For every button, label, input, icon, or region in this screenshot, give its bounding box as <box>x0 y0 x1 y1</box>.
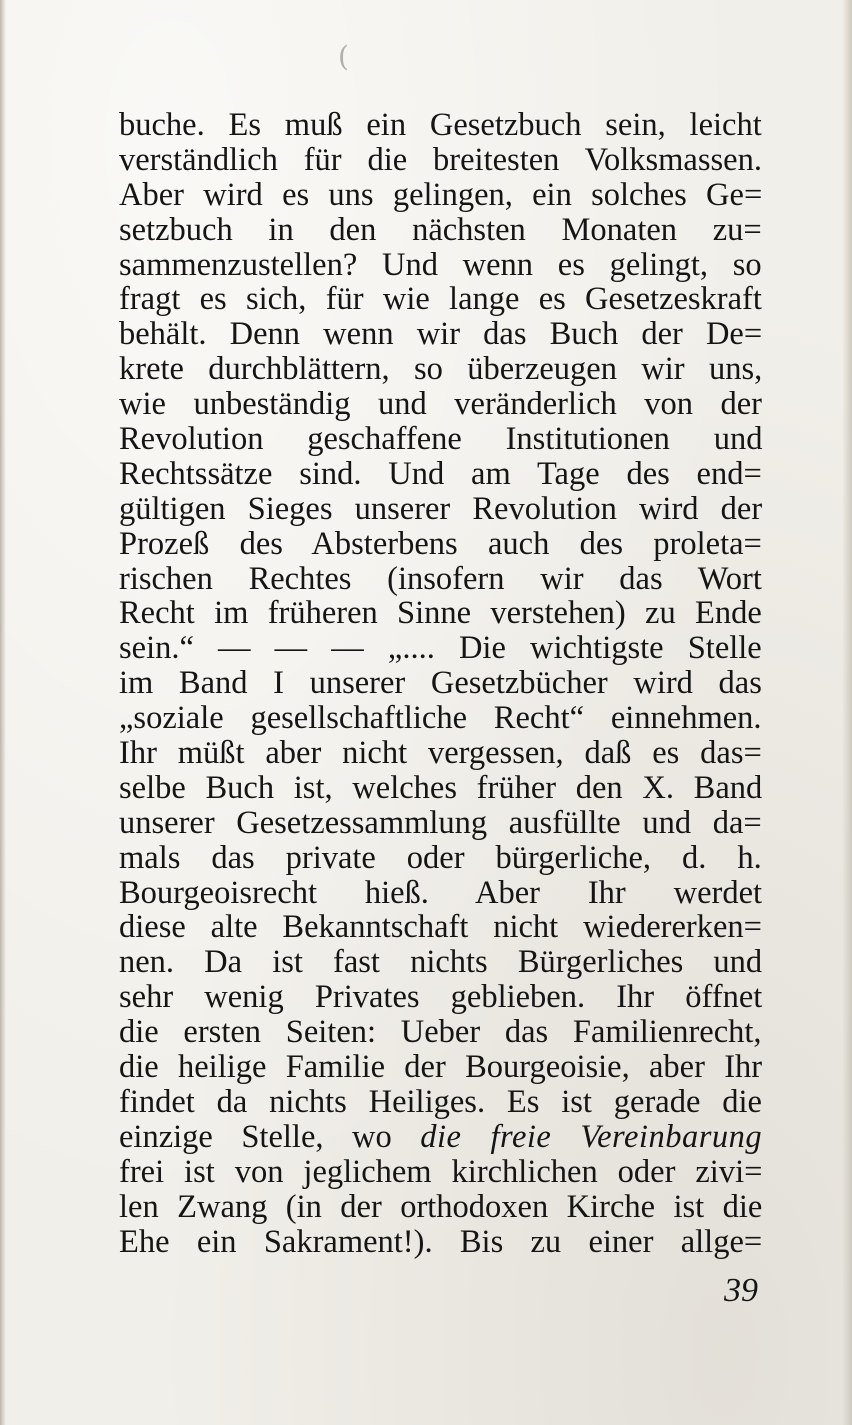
page-number: 39 <box>724 1272 758 1309</box>
text-line: krete durchblättern, so überzeugen wir uns, <box>119 351 763 388</box>
text-line: sein.“ — — — „.... Die wichtigste Stelle <box>119 630 762 667</box>
emphasized-phrase: die freie Vereinbarung <box>420 1118 763 1155</box>
text-line: diese alte Bekanntschaft nicht wiedererken= <box>119 909 763 946</box>
text-line: fragt es sich, für wie lange es Gesetzeskraft <box>119 281 762 318</box>
text-line: len Zwang (in der orthodoxen Kirche ist die <box>119 1188 763 1225</box>
text-line <box>119 1120 762 1155</box>
text-line: findet da nichts Heiliges. Es ist gerade die <box>119 1083 762 1120</box>
text-line: Ihr müßt aber nicht vergessen, daß es das= <box>119 735 762 772</box>
text-line: mals das private oder bürgerliche, d. h. <box>119 839 762 876</box>
text-line: die heilige Familie der Bourgeoisie, aber Ihr <box>119 1049 763 1086</box>
text-line: Revolution geschaffene Institutionen und <box>119 421 763 458</box>
text-line: behält. Denn wenn wir das Buch der De= <box>119 316 763 353</box>
text-line: setzbuch in den nächsten Monaten zu= <box>119 211 762 248</box>
body-text <box>119 108 762 1259</box>
page-right-edge-shadow <box>842 0 852 1425</box>
text-line: buche. Es muß ein Gesetzbuch sein, leicht <box>119 107 762 143</box>
text-line: wie unbeständig und veränderlich von der <box>119 386 763 423</box>
text-line: Aber wird es uns gelingen, ein solches Ge= <box>119 176 763 213</box>
text-line: sammenzustellen? Und wenn es gelingt, so <box>119 246 762 283</box>
text-line: „soziale gesellschaftliche Recht“ einnehmen. <box>119 700 762 737</box>
text-line: im Band I unserer Gesetzbücher wird das <box>119 665 762 702</box>
text-line: nen. Da ist fast nichts Bürgerliches und <box>119 944 763 981</box>
text-line: Ehe ein Sakrament!). Bis zu einer allge= <box>119 1223 763 1260</box>
text-line: Prozeß des Absterbens auch des proleta= <box>119 525 762 562</box>
text-line: selbe Buch ist, welches früher den X. Band <box>119 769 763 806</box>
text-line: Recht im früheren Sinne verstehen) zu Ende <box>119 595 762 632</box>
text-line: unserer Gesetzessammlung ausfüllte und da= <box>119 804 762 841</box>
text-line: sehr wenig Privates geblieben. Ihr öffnet <box>119 979 763 1016</box>
text-line: die ersten Seiten: Ueber das Familienrecht, <box>119 1014 762 1051</box>
text-line: Rechtssätze sind. Und am Tage des end= <box>119 455 762 492</box>
text-line: gültigen Sieges unserer Revolution wird der <box>119 490 763 527</box>
text-line: rischen Rechtes (insofern wir das Wort <box>119 560 762 597</box>
text-line: verständlich für die breitesten Volksmassen. <box>119 141 762 178</box>
text-line: frei ist von jeglichem kirchlichen oder zivi= <box>119 1153 763 1190</box>
top-print-mark: ( <box>338 40 349 73</box>
text-line-segment: einzige Stelle, wo <box>119 1118 421 1155</box>
page-left-edge-shadow <box>0 0 6 1425</box>
text-line: Bourgeoisrecht hieß. Aber Ihr werdet <box>119 874 763 911</box>
